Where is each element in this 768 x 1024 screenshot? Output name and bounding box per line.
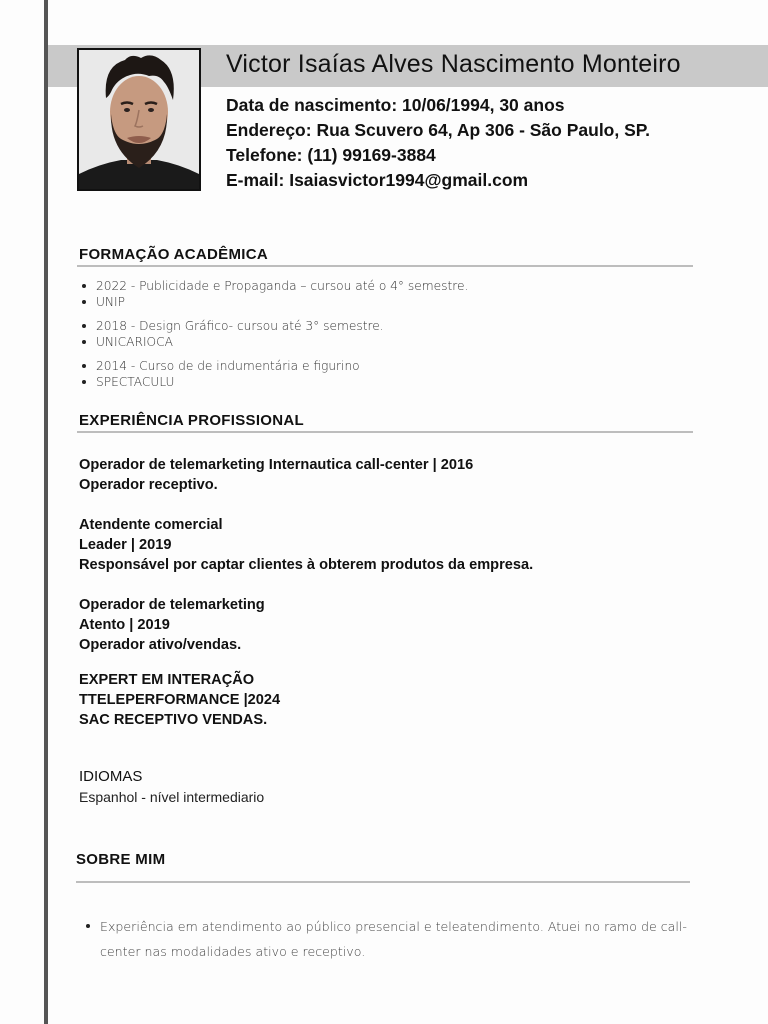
job-line: Responsável por captar clientes à obterem produtos da empresa.: [79, 557, 534, 573]
job-line: Leader | 2019: [79, 537, 172, 553]
list-item: 2022 - Publicidade e Propaganda – cursou até o 4° semestre.: [80, 278, 468, 294]
job-line: TTELEPERFORMANCE |2024: [79, 692, 281, 708]
list-item: SPECTACULU: [80, 374, 468, 390]
phone: Telefone: (11) 99169-3884: [226, 145, 436, 165]
education-list: [80, 278, 468, 390]
experience-title: EXPERIÊNCIA PROFISSIONAL: [79, 412, 305, 429]
job-entry: [79, 595, 265, 655]
job-entry: [79, 515, 533, 575]
job-line: Operador de telemarketing Internautica call-center | 2016: [79, 457, 474, 473]
experience-rule: [77, 431, 693, 433]
job-entry: [79, 455, 473, 495]
about-list: [84, 914, 694, 964]
job-line: SAC RECEPTIVO VENDAS.: [79, 712, 268, 728]
education-rule: [77, 265, 693, 267]
job-line: Atendente comercial: [79, 517, 223, 533]
job-line: Operador receptivo.: [79, 477, 218, 493]
education-title: FORMAÇÃO ACADÊMICA: [79, 246, 268, 263]
job-line: Operador ativo/vendas.: [79, 637, 242, 653]
job-line: EXPERT EM INTERAÇÃO: [79, 672, 255, 688]
list-item: UNICARIOCA: [80, 334, 468, 350]
birth-date: Data de nascimento: 10/06/1994, 30 anos: [226, 95, 565, 115]
candidate-name: Victor Isaías Alves Nascimento Monteiro: [226, 50, 681, 78]
languages-text: Espanhol - nível intermediario: [79, 789, 265, 805]
profile-photo-illustration: [79, 50, 199, 189]
address: Endereço: Rua Scuvero 64, Ap 306 - São Paulo, SP.: [226, 120, 651, 140]
job-line: Operador de telemarketing: [79, 597, 265, 613]
about-rule: [76, 881, 690, 883]
about-title: SOBRE MIM: [76, 851, 166, 868]
email: E-mail: Isaiasvictor1994@gmail.com: [226, 170, 529, 190]
job-entry: [79, 670, 280, 730]
list-item: 2018 - Design Gráfico- cursou até 3° semestre.: [80, 318, 468, 334]
list-item: 2014 - Curso de de indumentária e figurino: [80, 358, 468, 374]
left-vertical-rule: [44, 0, 48, 1024]
list-item: Experiência em atendimento ao público presencial e teleatendimento. Atuei no ramo de call-center nas modalidades ativo e receptivo.: [84, 914, 694, 964]
list-item: UNIP: [80, 294, 468, 310]
languages-title: IDIOMAS: [79, 768, 143, 785]
contact-info: [226, 93, 650, 193]
job-line: Atento | 2019: [79, 617, 170, 633]
profile-photo: [77, 48, 201, 191]
